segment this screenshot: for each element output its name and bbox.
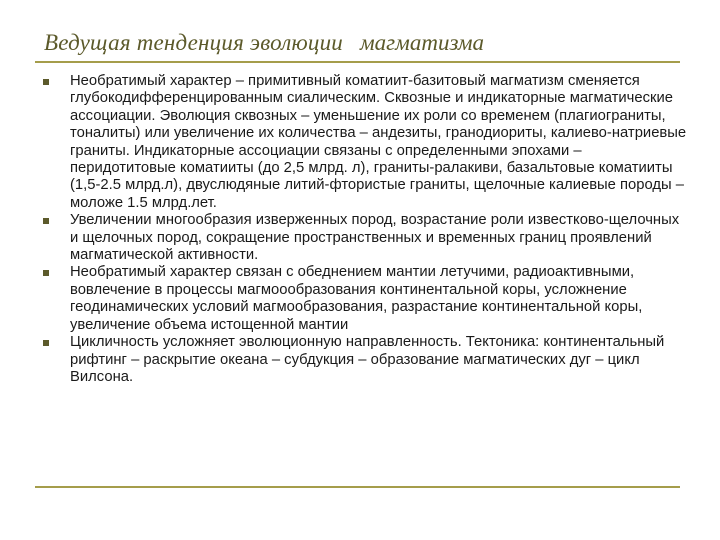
- bullet-text: Необратимый характер – примитивный коматиит-базитовый магматизм сменяется глубокодифференцированным сиалическим. Сквозные и индикаторные магматические ассоциации. Эволюция сквозных – уменьшение их роли со временем (плагиограниты, тоналиты) или увеличение их количества – андезиты, гранодиориты, калиево-натриевые граниты. Индикаторные ассоциации связаны с определенными эпохами – перидотитовые коматииты (до 2,5 млрд. л), граниты-ралакиви, базальтовые коматииты (1,5-2.5 млрд.л), двуслюдяные литий-фтористые граниты, щелочные калиевые породы – моложе 1.5 млрд.лет.: [70, 73, 687, 211]
- footer-rule: [35, 486, 680, 488]
- bullet-item: [40, 73, 690, 212]
- bullet-text: Увеличении многообразия изверженных пород, возрастание роли известково-щелочных и щелочных пород, сокращение пространственных и временных границ проявлений магматической активности.: [70, 212, 680, 264]
- bullet-text: Необратимый характер связан с обеднением мантии летучими, радиоактивными, вовлечение в процессы магмоообразования континентальной коры, усложнение геодинамических условий магмообразования, разрастание континентальной коры, увеличение объема истощенной мантии: [70, 264, 643, 333]
- title-overlay-text: магматизма: [360, 30, 485, 55]
- bullet-item: [40, 212, 690, 264]
- bullet-list: [40, 73, 690, 386]
- title-main-text: Ведущая тенденция эволюции: [44, 30, 344, 55]
- bullet-text: Цикличность усложняет эволюционную направленность. Тектоника: континентальный рифтинг – раскрытие океана – субдукция – образование магматических дуг – цикл Вилсона.: [70, 334, 665, 385]
- square-bullet-icon: [43, 79, 49, 85]
- title-underline: [35, 61, 680, 63]
- bullet-item: [40, 264, 690, 334]
- bullet-item: [40, 334, 690, 386]
- square-bullet-icon: [43, 340, 49, 346]
- square-bullet-icon: [43, 270, 49, 276]
- square-bullet-icon: [43, 218, 49, 224]
- slide-title: [44, 30, 604, 62]
